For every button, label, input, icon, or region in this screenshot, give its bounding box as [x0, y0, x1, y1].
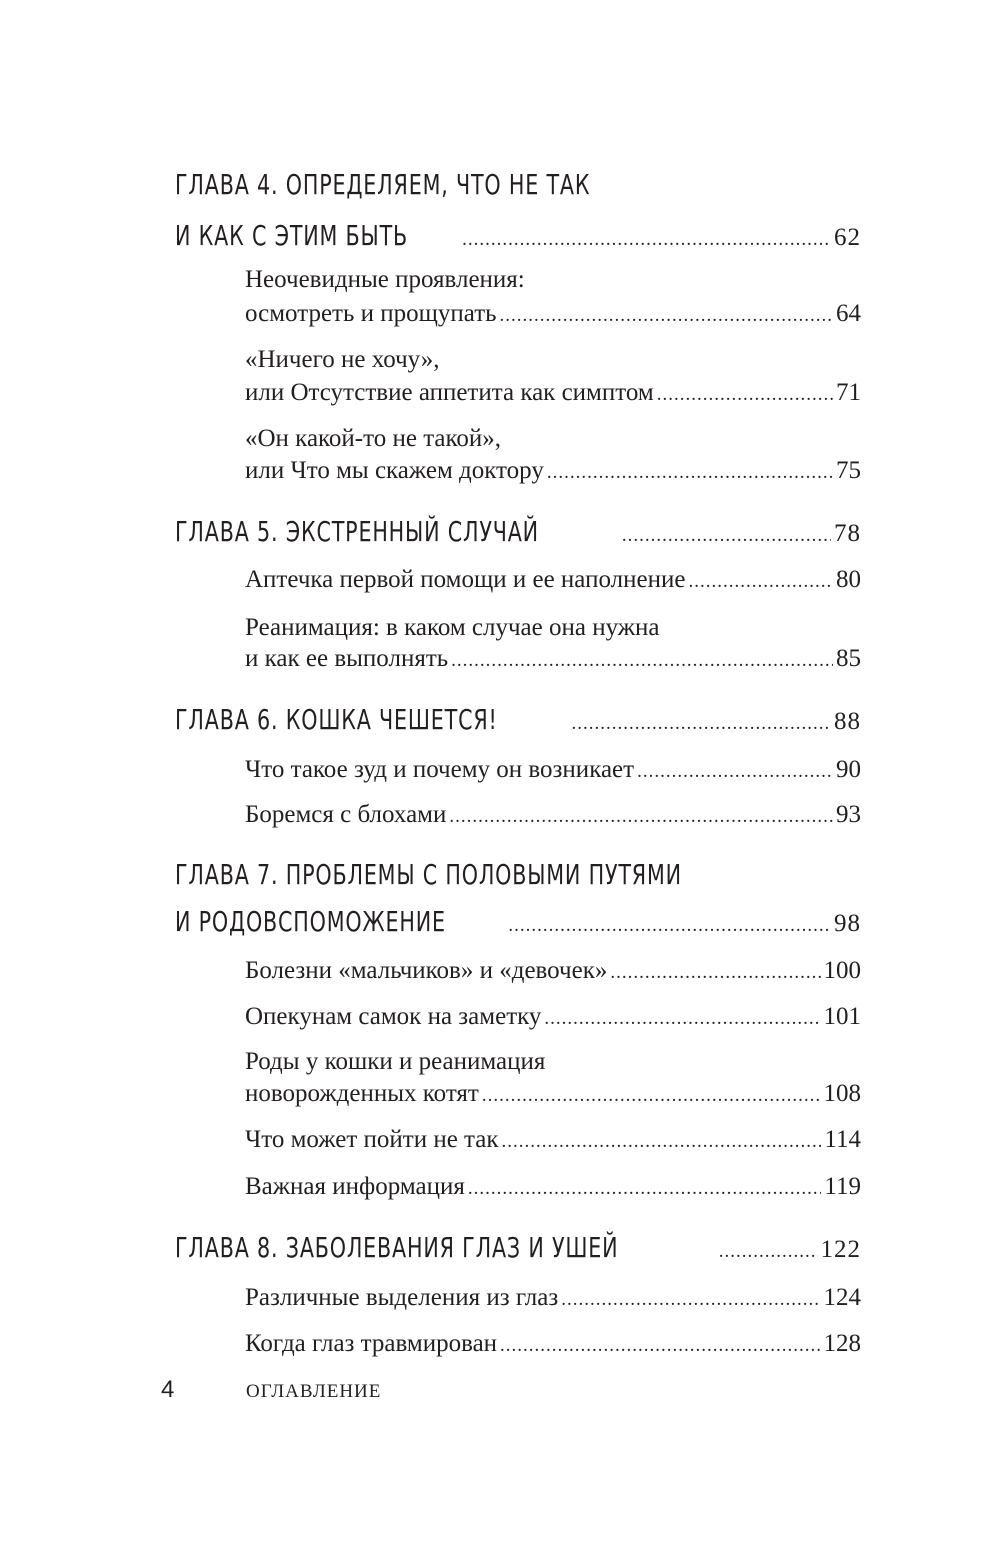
toc-entry-title: Различные выделения из глаз	[245, 1284, 559, 1311]
toc-entry-title: Боремся с блохами	[245, 801, 447, 828]
toc-page-number: 88	[834, 708, 861, 735]
toc-entry-title: или Что мы скажем доктору	[245, 457, 544, 484]
leader-dots	[622, 525, 831, 547]
leader-dots	[547, 462, 833, 484]
toc-entry-title: или Отсутствие аппетита как симптом	[245, 379, 654, 406]
toc-page-number: 64	[836, 300, 861, 327]
toc-entry-title: Когда глаз травмирован	[245, 1330, 498, 1357]
leader-dots	[508, 915, 831, 937]
toc-page-number: 122	[820, 1236, 861, 1263]
leader-dots	[571, 713, 831, 735]
toc-page-number: 78	[834, 520, 861, 547]
toc-page-number: 62	[834, 224, 861, 251]
toc-chapter-4-title-line1[interactable]: ГЛАВА 4. ОПРЕДЕЛЯЕМ, ЧТО НЕ ТАК	[175, 168, 591, 201]
toc-page-number: 101	[823, 1003, 861, 1030]
toc-chapter-5[interactable]	[175, 515, 861, 548]
toc-entry-title: Болезни «мальчиков» и «девочек»	[245, 957, 608, 984]
toc-entry[interactable]	[245, 756, 861, 784]
leader-dots	[544, 1008, 820, 1030]
toc-entry[interactable]	[245, 957, 861, 985]
toc-entry[interactable]	[245, 801, 861, 829]
toc-entry[interactable]	[245, 1126, 861, 1154]
toc-page-number: 80	[836, 566, 861, 593]
leader-dots	[688, 571, 833, 593]
toc-entry-line1[interactable]: Неочевидные проявления:	[245, 266, 525, 293]
toc-entry-line1[interactable]: Реанимация: в каком случае она нужна	[245, 614, 660, 641]
toc-entry-title: новорожденных котят	[245, 1080, 479, 1107]
toc-chapter-7-title-line2: И РОДОВСПОМОЖЕНИЕ	[175, 905, 446, 938]
toc-page-number: 75	[836, 457, 861, 484]
leader-dots	[657, 384, 833, 406]
toc-entry[interactable]	[245, 379, 861, 407]
toc-entry[interactable]	[245, 1003, 861, 1031]
toc-entry-title: Опекунам самок на заметку	[245, 1003, 542, 1030]
leader-dots	[482, 1085, 821, 1107]
toc-chapter-title: ГЛАВА 6. КОШКА ЧЕШЕТСЯ!	[175, 703, 498, 736]
toc-entry[interactable]	[245, 645, 861, 673]
leader-dots	[719, 1241, 818, 1263]
toc-page-number: 90	[836, 756, 861, 783]
leader-dots	[500, 1335, 820, 1357]
leader-dots	[468, 1178, 822, 1200]
leader-dots	[610, 962, 820, 984]
toc-chapter-title: ГЛАВА 5. ЭКСТРЕННЫЙ СЛУЧАЙ	[175, 515, 539, 548]
leader-dots	[462, 229, 831, 251]
toc-page-number: 71	[836, 379, 861, 406]
toc-entry-title: и как ее выполнять	[245, 645, 449, 672]
toc-entry-line1[interactable]: «Ничего не хочу»,	[245, 346, 440, 373]
toc-chapter-7-title-line1[interactable]: ГЛАВА 7. ПРОБЛЕМЫ С ПОЛОВЫМИ ПУТЯМИ	[175, 858, 682, 891]
toc-page-number: 98	[834, 910, 861, 937]
toc-entry-title: Аптечка первой помощи и ее наполнение	[245, 566, 686, 593]
toc-entry-title: Что такое зуд и почему он возникает	[245, 756, 635, 783]
leader-dots	[500, 305, 833, 327]
toc-chapter-6[interactable]	[175, 703, 861, 736]
toc-entry[interactable]	[245, 1330, 861, 1358]
leader-dots	[449, 806, 833, 828]
toc-page-number: 100	[823, 957, 861, 984]
toc-entry[interactable]	[245, 1284, 861, 1312]
toc-entry-title: Что может пойти не так	[245, 1126, 499, 1153]
page-number: 4	[161, 1376, 175, 1403]
toc-page-number: 93	[836, 801, 861, 828]
running-header-title: ОГЛАВЛЕНИЕ	[246, 1381, 382, 1402]
toc-entry[interactable]	[245, 300, 861, 328]
toc-page-number: 85	[836, 645, 861, 672]
toc-page-number: 108	[823, 1080, 861, 1107]
leader-dots	[451, 650, 833, 672]
toc-chapter-4-title-line2: И КАК С ЭТИМ БЫТЬ	[175, 219, 409, 252]
toc-entry[interactable]	[245, 566, 861, 594]
toc-entry[interactable]	[245, 457, 861, 485]
toc-entry[interactable]	[245, 1173, 861, 1201]
leader-dots	[637, 761, 833, 783]
toc-chapter-7[interactable]	[175, 905, 861, 938]
toc-chapter-4[interactable]	[175, 219, 861, 252]
toc-page-number: 124	[823, 1284, 861, 1311]
leader-dots	[502, 1131, 822, 1153]
toc-chapter-8[interactable]	[175, 1231, 861, 1264]
toc-entry-title: Важная информация	[245, 1173, 465, 1200]
toc-entry-line1[interactable]: «Он какой-то не такой»,	[245, 425, 502, 452]
toc-entry-title: осмотреть и прощупать	[245, 300, 497, 327]
toc-page-number: 114	[824, 1126, 861, 1153]
toc-entry-line1[interactable]: Роды у кошки и реанимация	[245, 1048, 546, 1075]
toc-chapter-title: ГЛАВА 8. ЗАБОЛЕВАНИЯ ГЛАЗ И УШЕЙ	[175, 1231, 619, 1264]
toc-page-number: 128	[823, 1330, 861, 1357]
toc-page-number: 119	[824, 1173, 861, 1200]
leader-dots	[561, 1289, 820, 1311]
toc-entry[interactable]	[245, 1080, 861, 1108]
